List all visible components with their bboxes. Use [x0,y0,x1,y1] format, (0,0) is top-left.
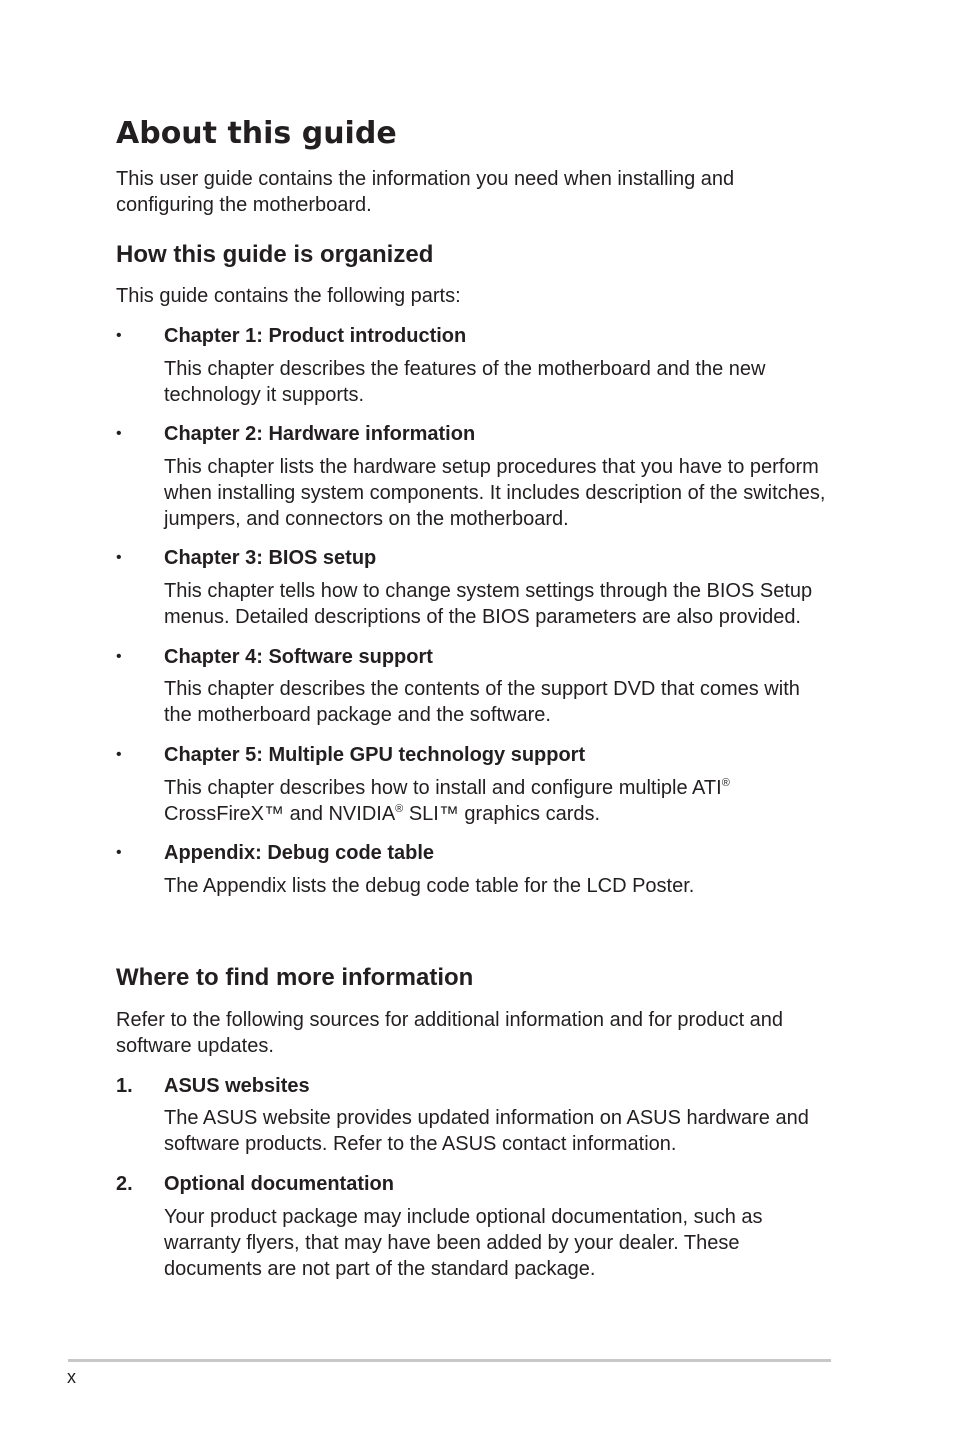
item-1-number: 1. [116,1075,133,1097]
chapter-4-title: Chapter 4: Software support [164,646,433,668]
appendix-desc: The Appendix lists the debug code table for the LCD Poster. [164,875,695,897]
bullet: • [116,648,122,665]
chapter-5-desc-part3: SLI™ graphics cards. [403,803,601,825]
chapter-5-desc-part2: CrossFireX™ and NVIDIA [164,803,396,825]
optional-docs-desc: Your product package may include optional documentation, such as warranty flyers, that may have been added by your dealer. These documents are not part of the standard package. [164,1206,763,1280]
more-info-lead: Refer to the following sources for additional information and for product and software updates. [116,1009,784,1057]
bullet: • [116,746,122,763]
chapter-3-desc: This chapter tells how to change system settings through the BIOS Setup menus. Detailed descriptions of the BIOS parameters are also provided. [164,580,813,628]
chapter-5-title: Chapter 5: Multiple GPU technology support [164,744,586,766]
chapter-1-title: Chapter 1: Product introduction [164,325,467,347]
chapter-2-desc: This chapter lists the hardware setup procedures that you have to perform when installing system components. It includes description of the switches, jumpers, and connectors on the motherboard. [164,456,826,530]
registered-mark: ® [721,777,730,789]
bullet: • [116,549,122,566]
footer-rule [68,1359,831,1362]
appendix-title: Appendix: Debug code table [164,842,435,864]
intro-paragraph: This user guide contains the information you need when installing and configuring the motherboard. [116,168,735,216]
bullet: • [116,844,122,861]
chapter-4-desc: This chapter describes the contents of the support DVD that comes with the motherboard package and the software. [164,678,800,726]
optional-docs-title: Optional documentation [164,1173,394,1195]
chapter-2-title: Chapter 2: Hardware information [164,423,476,445]
item-2-number: 2. [116,1173,133,1195]
asus-websites-desc: The ASUS website provides updated information on ASUS hardware and software products. Refer to the ASUS contact information. [164,1107,809,1155]
page-number: x [67,1367,76,1387]
chapter-5-desc-part1: This chapter describes how to install and configure multiple ATI [164,777,722,799]
bullet: • [116,425,122,442]
bullet: • [116,327,122,344]
asus-websites-title: ASUS websites [164,1075,310,1097]
section-heading-organized: How this guide is organized [116,241,434,268]
chapter-1-desc: This chapter describes the features of the motherboard and the new technology it supports. [164,358,766,406]
registered-mark: ® [395,803,404,815]
chapter-3-title: Chapter 3: BIOS setup [164,547,377,569]
organized-lead: This guide contains the following parts: [116,285,461,307]
section-heading-more-info: Where to find more information [116,964,474,991]
chapter-5-desc [164,775,832,827]
page-title: About this guide [116,116,397,151]
